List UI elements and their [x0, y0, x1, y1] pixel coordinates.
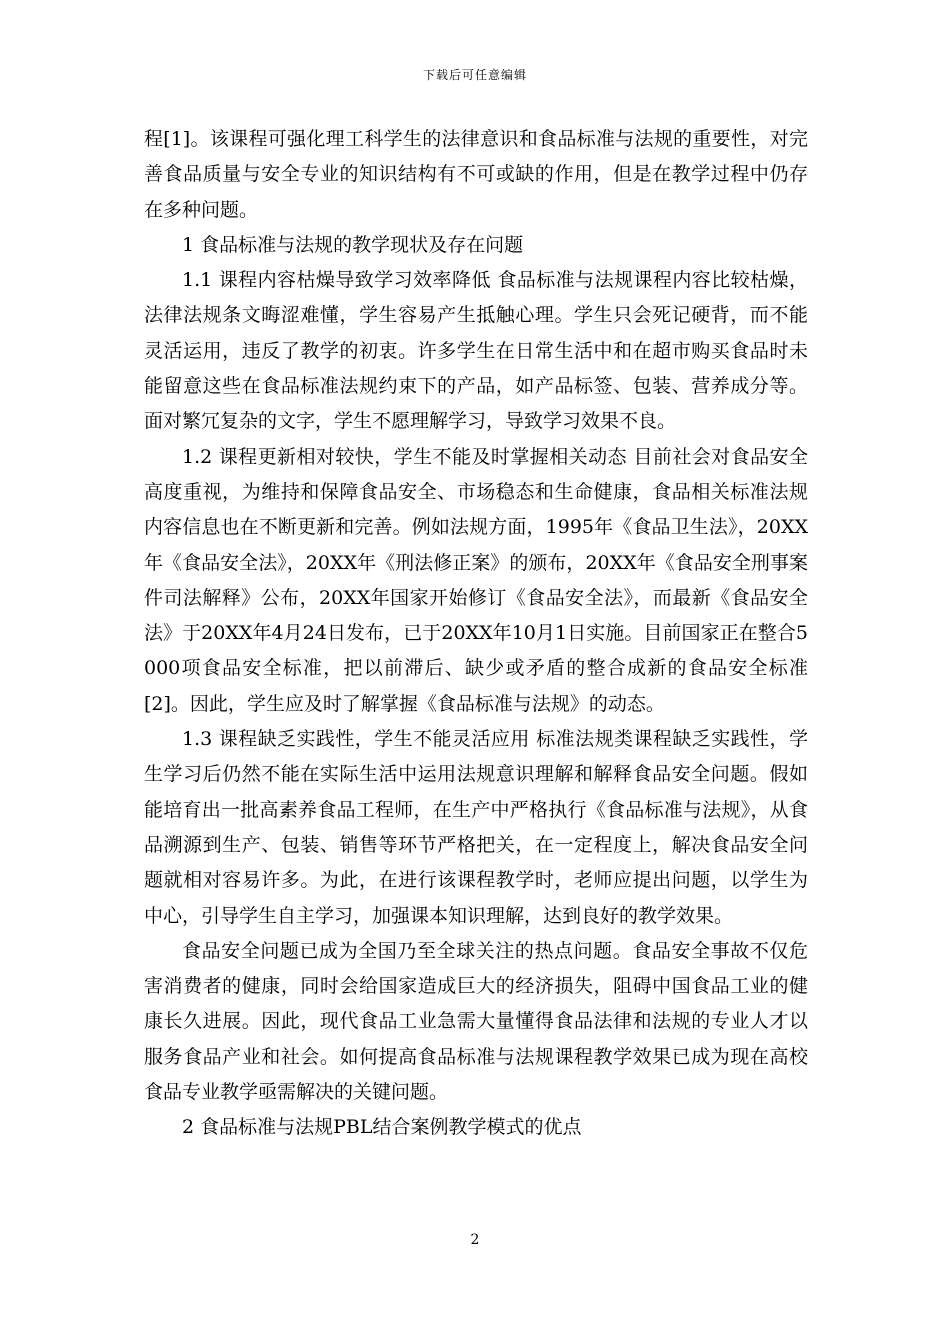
section-heading-1: 1 食品标准与法规的教学现状及存在问题 — [182, 233, 524, 256]
paragraph-food-safety: 食品安全问题已成为全国乃至全球关注的热点问题。食品安全事故不仅危害消费者的健康，同时会给国家造成巨大的经济损失，阻碍中国食品工业的健康长久进展。因此，现代食品工业急需大量懂得食品法律和法规的专业人才以服务食品产业和社会。如何提高食品标准与法规课程教学效果已成为现在高校食品专业教学亟需解决的关键问题。 — [144, 939, 808, 1104]
header-note: 下载后可任意编辑 — [422, 68, 527, 82]
paragraph-1-1: 1.1 课程内容枯燥导致学习效率降低 食品标准与法规课程内容比较枯燥，法律法规条文晦涩难懂，学生容易产生抵触心理。学生只会死记硬背，而不能灵活运用，违反了教学的初衷。许多学生在日常生活中和在超市购买食品时未能留意这些在食品标准法规约束下的产品，如产品标签、包装、营养成分等。面对繁冗复杂的文字，学生不愿理解学习，导致学习效果不良。 — [144, 269, 808, 433]
document-body — [144, 122, 815, 1146]
paragraph-1-3: 1.3 课程缺乏实践性，学生不能灵活应用 标准法规类课程缺乏实践性，学生学习后仍然不能在实际生活中运用法规意识理解和解释食品安全问题。假如能培育出一批高素养食品工程师，在生产中严格执行《食品标准与法规》，从食品溯源到生产、包装、销售等环节严格把关，在一定程度上，解决食品安全问题就相对容易许多。为此，在进行该课程教学时，老师应提出问题，以学生为中心，引导学生自主学习，加强课本知识理解，达到良好的教学效果。 — [144, 728, 808, 927]
paragraph-continuation: 程[1]。该课程可强化理工科学生的法律意识和食品标准与法规的重要性，对完善食品质量与安全专业的知识结构有不可或缺的作用，但是在教学过程中仍存在多种问题。 — [144, 128, 808, 221]
section-heading-2: 2 食品标准与法规PBL结合案例教学模式的优点 — [182, 1116, 582, 1139]
page-number: 2 — [470, 1232, 480, 1248]
paragraph-1-2: 1.2 课程更新相对较快，学生不能及时掌握相关动态 目前社会对食品安全高度重视，为维持和保障食品安全、市场稳态和生命健康，食品相关标准法规内容信息也在不断更新和完善。例如法规方面，1995年《食品卫生法》，20XX年《食品安全法》，20XX年《刑法修正案》的颁布，20XX年《食品安全刑事案件司法解释》公布，20XX年国家开始修订《食品安全法》，而最新《食品安全法》于20XX年4月24日发布，已于20XX年10月1日实施。目前国家正在整合5 000项食品安全标准，把以前滞后、缺少或矛盾的整合成新的食品安全标准[2]。因此，学生应及时了解掌握《食品标准与法规》的动态。 — [144, 445, 815, 715]
